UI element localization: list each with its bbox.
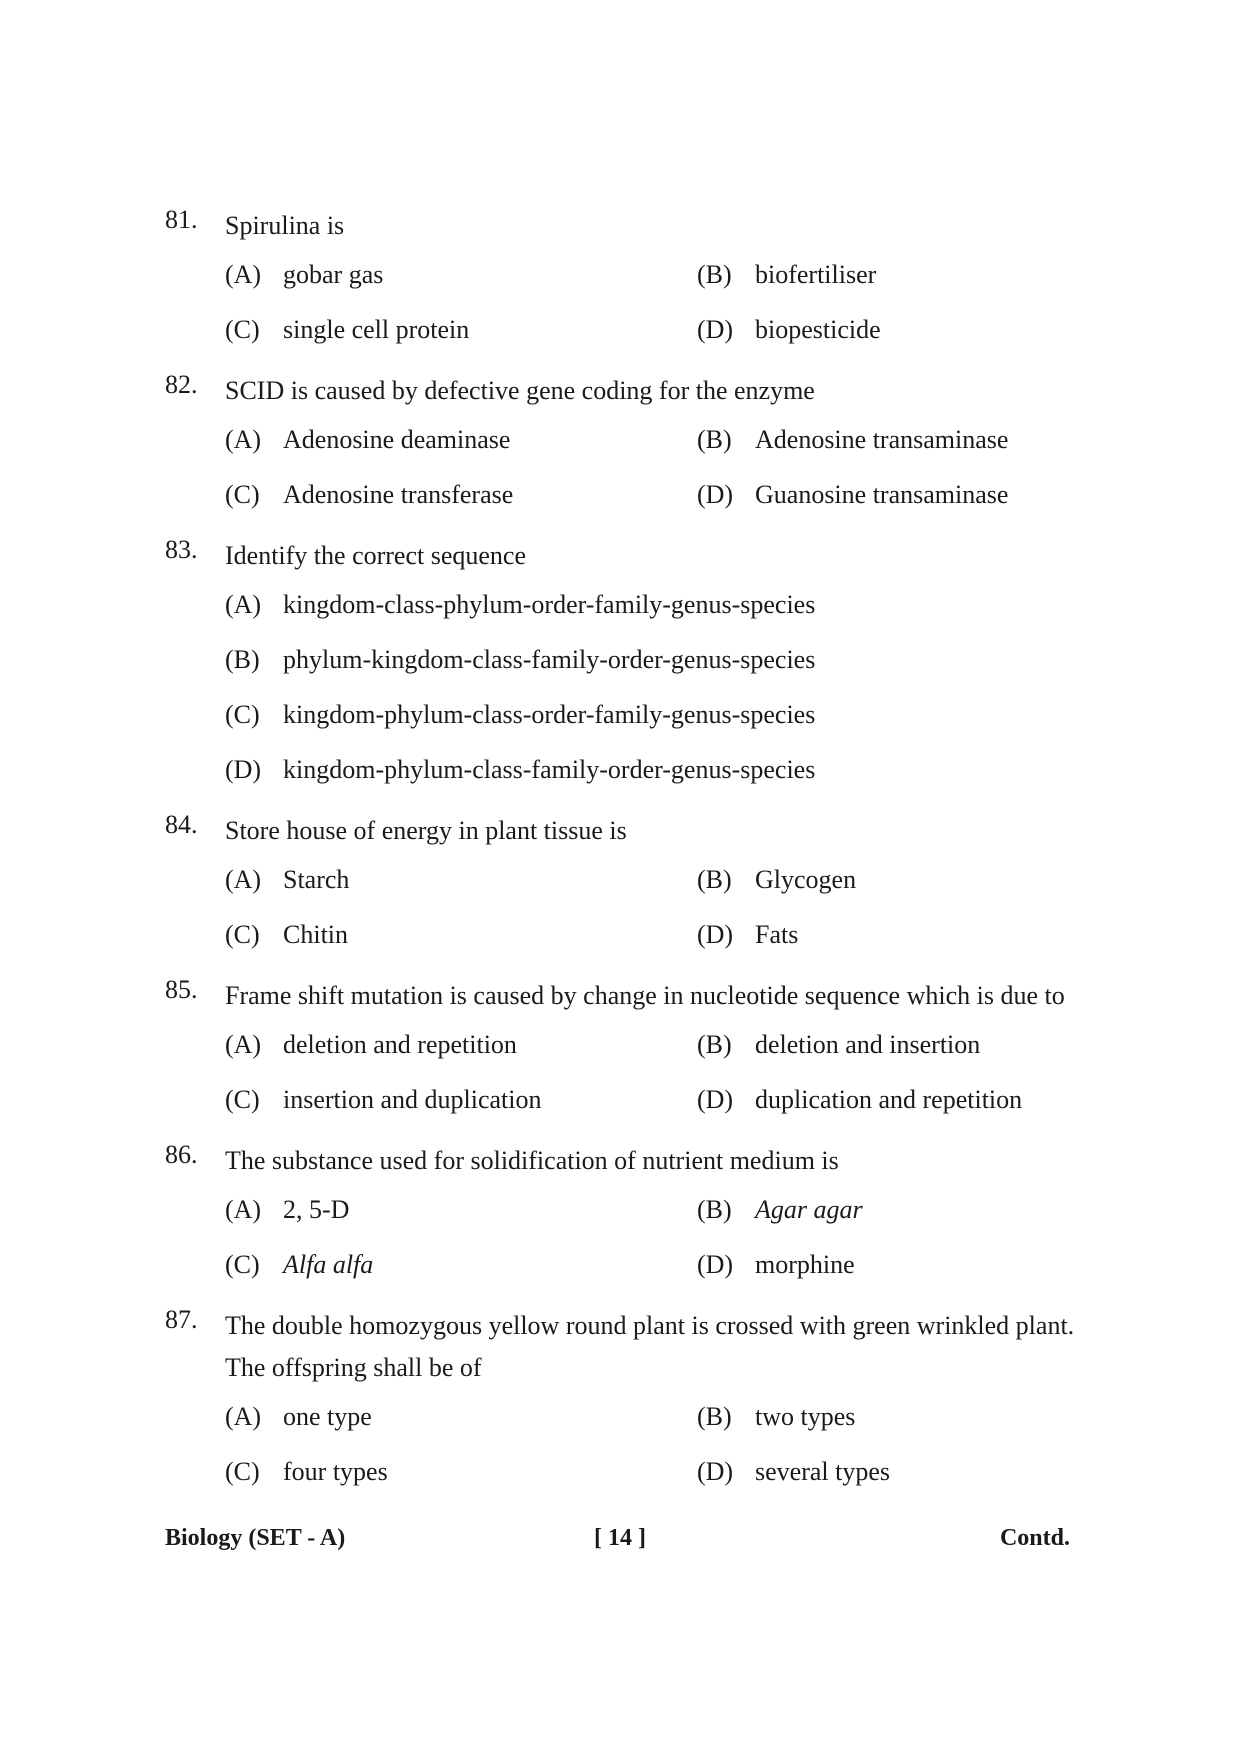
question-number: 82. [165, 370, 198, 399]
question-text: Spirulina is [225, 211, 345, 240]
question-number: 85. [165, 975, 198, 1004]
footer-subject: Biology (SET - A) [165, 1525, 346, 1551]
footer-contd: Contd. [999, 1525, 1070, 1551]
question-text: SCID is caused by defective gene coding for the enzyme [225, 376, 815, 405]
question-number: 84. [165, 810, 198, 839]
question-number: 87. [165, 1305, 198, 1334]
question-text: The substance used for solidification of nutrient medium is [225, 1146, 839, 1175]
question-text: The double homozygous yellow round plant is crossed with green wrinkled plant. The offspring shall be of [225, 1311, 1075, 1382]
question-number: 86. [165, 1140, 198, 1169]
question-text: Store house of energy in plant tissue is [225, 816, 627, 845]
question-text: Frame shift mutation is caused by change in nucleotide sequence which is due to [225, 981, 1065, 1010]
page-number: [ 14 ] [594, 1525, 646, 1551]
question-number: 81. [165, 205, 198, 234]
question-number: 83. [165, 535, 198, 564]
question-text: Identify the correct sequence [225, 541, 527, 570]
